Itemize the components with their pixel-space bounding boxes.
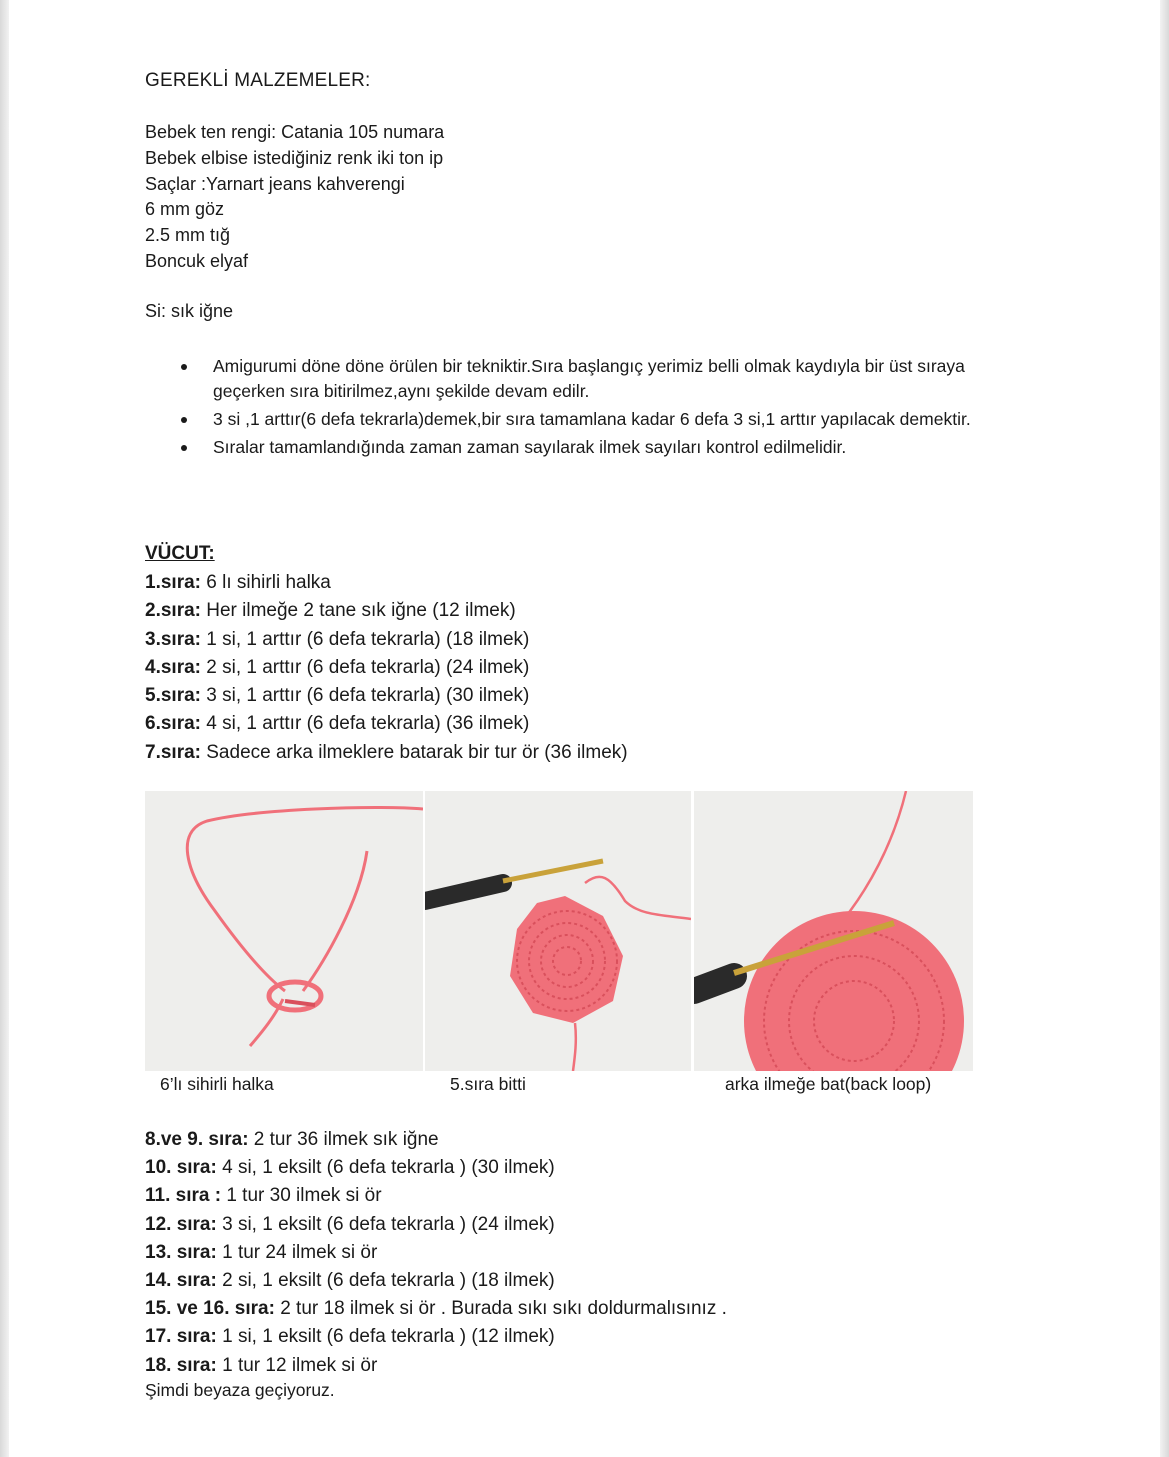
row-label: 4.sıra:: [145, 656, 201, 678]
row-text: 1 si, 1 eksilt (6 defa tekrarla ) (12 ilmek): [216, 1326, 555, 1348]
row-label: 5.sıra:: [145, 685, 201, 707]
row-text: 1 si, 1 arttır (6 defa tekrarla) (18 ilmek): [200, 628, 530, 650]
row-text: 3 si, 1 eksilt (6 defa tekrarla ) (24 ilmek): [216, 1213, 555, 1235]
row-instruction: [145, 569, 628, 597]
photo-strip: [145, 791, 973, 1071]
row-instruction: [145, 682, 628, 710]
row-text: 2 si, 1 arttır (6 defa tekrarla) (24 ilmek): [200, 656, 530, 678]
row-label: 8.ve 9. sıra:: [145, 1129, 249, 1150]
row-instruction: [145, 1182, 727, 1210]
row-text: Her ilmeğe 2 tane sık iğne (12 ilmek): [200, 600, 516, 622]
row-instruction: [145, 1239, 727, 1267]
row-text: 1 tur 30 ilmek si ör: [221, 1185, 382, 1207]
row-instruction: [145, 1323, 727, 1351]
back-loop-photo: [694, 791, 973, 1071]
round-five-photo: [425, 791, 691, 1071]
row-text: 4 si, 1 arttır (6 defa tekrarla) (36 ilmek): [200, 713, 530, 735]
caption-round-five: 5.sıra bitti: [450, 1074, 526, 1094]
caption-back-loop: arka ilmeğe bat(back loop): [725, 1074, 932, 1094]
row-label: 6.sıra:: [145, 713, 201, 735]
rows-list-body-end: [145, 1126, 727, 1380]
row-instruction: [145, 739, 628, 767]
material-item: Boncuk elyaf: [145, 250, 249, 271]
material-item: Saçlar :Yarnart jeans kahverengi: [145, 173, 405, 194]
note-item: Sıralar tamamlandığında zaman zaman sayılarak ilmek sayıları kontrol edilmelidir.: [181, 435, 1041, 460]
row-label: 13. sıra:: [145, 1241, 217, 1263]
row-instruction: [145, 1295, 727, 1323]
row-text: 2 si, 1 eksilt (6 defa tekrarla ) (18 ilmek): [216, 1269, 555, 1291]
right-shadow-edge: [1160, 0, 1169, 1457]
rows-list-body-start: [145, 569, 628, 767]
material-item: 6 mm göz: [145, 199, 225, 220]
row-label: 10. sıra:: [145, 1157, 217, 1179]
row-instruction: [145, 1154, 727, 1182]
row-text: 1 tur 12 ilmek si ör: [216, 1354, 378, 1376]
section-title-body: VÜCUT:: [145, 543, 215, 564]
row-label: 7.sıra:: [145, 741, 201, 763]
row-text: 2 tur 18 ilmek si ör . Burada sıkı sıkı doldurmalısınız .: [274, 1298, 727, 1320]
material-item: Bebek elbise istediğiniz renk iki ton ip: [145, 147, 444, 168]
row-instruction: [145, 626, 628, 654]
materials-list: [145, 120, 444, 275]
notes-list: [181, 354, 1041, 463]
row-label: 2.sıra:: [145, 600, 201, 622]
row-text: 2 tur 36 ilmek sık iğne: [248, 1129, 439, 1150]
row-instruction: [145, 1211, 727, 1239]
row-instruction: [145, 597, 628, 625]
row-instruction: [145, 654, 628, 682]
row-text: Sadece arka ilmeklere batarak bir tur ör (36 ilmek): [200, 741, 628, 763]
note-item: Amigurumi döne döne örülen bir tekniktir.Sıra başlangıç yerimiz belli olmak kaydıyla bir üst sıraya geçerken sıra bitirilmez,aynı şekilde devam edilr.: [181, 354, 1041, 404]
left-shadow-edge: [0, 0, 9, 1457]
row-instruction: [145, 710, 628, 738]
row-label: 11. sıra :: [145, 1185, 222, 1207]
row-label: 1.sıra:: [145, 572, 201, 593]
row-text: 1 tur 24 ilmek si ör: [216, 1241, 378, 1263]
footer-note: Şimdi beyaza geçiyoruz.: [145, 1380, 335, 1400]
caption-magic-ring: 6’lı sihirli halka: [160, 1074, 274, 1094]
row-label: 17. sıra:: [145, 1326, 217, 1348]
row-label: 14. sıra:: [145, 1269, 217, 1291]
row-label: 12. sıra:: [145, 1213, 217, 1235]
abbreviation-note: Si: sık iğne: [145, 301, 234, 321]
note-item: 3 si ,1 arttır(6 defa tekrarla)demek,bir sıra tamamlana kadar 6 defa 3 si,1 arttır yapılacak demektir.: [181, 407, 1041, 432]
materials-heading: GEREKLİ MALZEMELER:: [145, 70, 371, 91]
row-instruction: [145, 1126, 727, 1154]
row-label: 15. ve 16. sıra:: [145, 1298, 275, 1320]
material-item: 2.5 mm tığ: [145, 225, 231, 246]
row-label: 3.sıra:: [145, 628, 201, 650]
row-instruction: [145, 1267, 727, 1295]
row-instruction: [145, 1352, 727, 1380]
row-label: 18. sıra:: [145, 1354, 217, 1376]
row-text: 6 lı sihirli halka: [200, 572, 331, 593]
magic-ring-photo: [145, 791, 423, 1071]
row-text: 4 si, 1 eksilt (6 defa tekrarla ) (30 ilmek): [216, 1157, 555, 1179]
row-text: 3 si, 1 arttır (6 defa tekrarla) (30 ilmek): [200, 685, 530, 707]
material-item: Bebek ten rengi: Catania 105 numara: [145, 122, 445, 142]
